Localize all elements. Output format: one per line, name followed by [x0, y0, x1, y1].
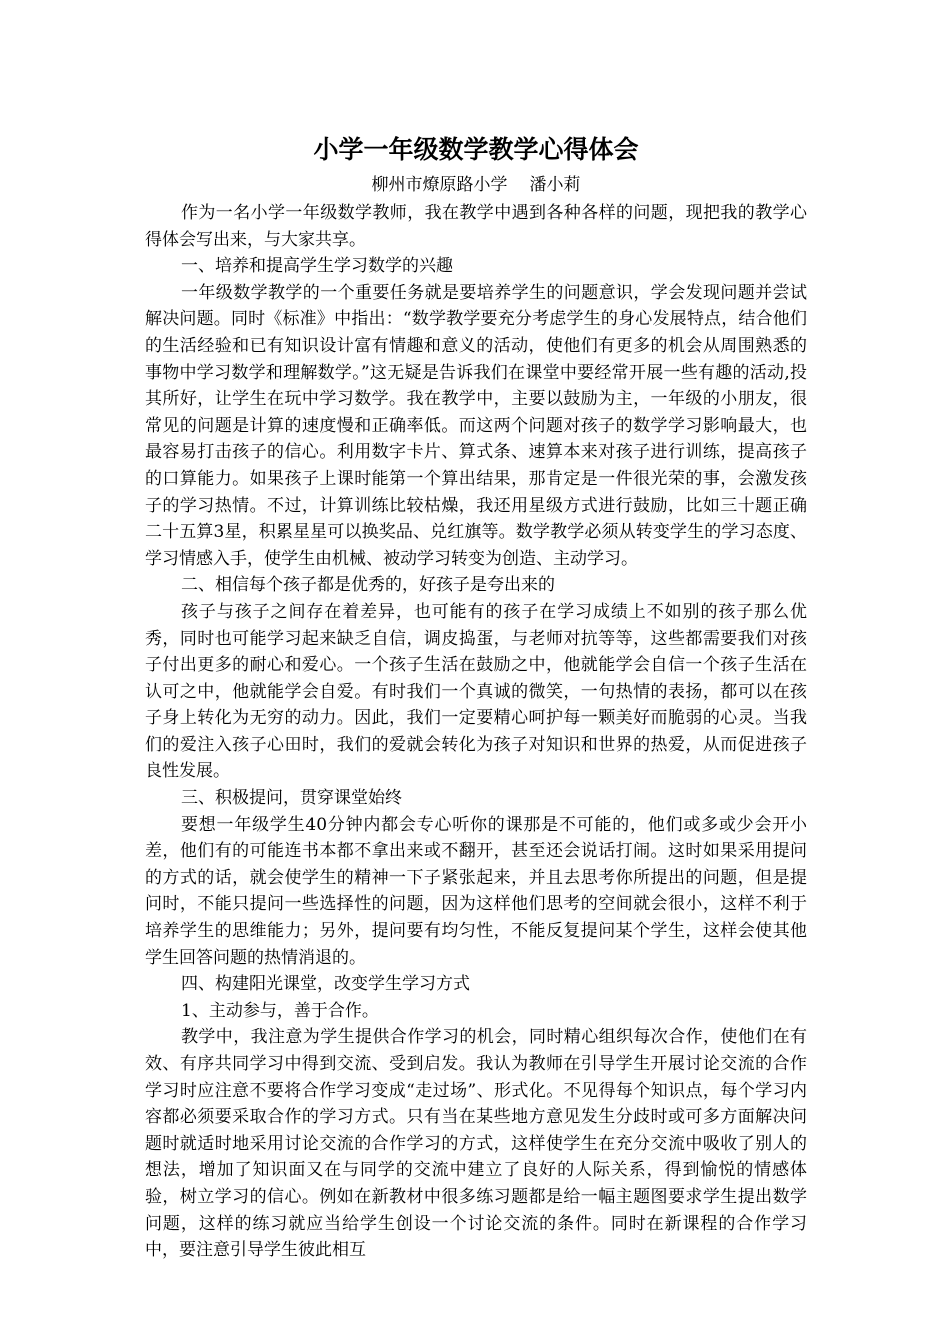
body-paragraph: 一年级数学教学的一个重要任务就是要培养学生的问题意识，学会发现问题并尝试解决问题。同时《标准》中指出：“数学教学要充分考虑学生的身心发展特点，结合他们的生活经验和已有知识设计富有情趣和意义的活动，使他们有更多的机会从周围熟悉的事物中学习数学和理解数学。”这无疑是告诉我们在课堂中要经常开展一些有趣的活动,投其所好，让学生在玩中学习数学。我在教学中，主要以鼓励为主，一年级的小朋友，很常见的问题是计算的速度慢和正确率低。而这两个问题对孩子的数学学习影响最大，也最容易打击孩子的信心。利用数字卡片、算式条、速算本来对孩子进行训练，提高孩子的口算能力。如果孩子上课时能第一个算出结果，那肯定是一件很光荣的事，会激发孩子的学习热情。不过，计算训练比较枯燥，我还用星级方式进行鼓励，比如三十题正确二十五算3星，积累星星可以换奖品、兑红旗等。数学教学必须从转变学生的学习态度、学习情感入手，使学生由机械、被动学习转变为创造、主动学习。	[145, 282, 807, 569]
body-paragraph: 孩子与孩子之间存在着差异，也可能有的孩子在学习成绩上不如别的孩子那么优秀，同时也可能学习起来缺乏自信，调皮捣蛋，与老师对抗等等，这些都需要我们对孩子付出更多的耐心和爱心。一个孩子生活在鼓励之中，他就能学会自信一个孩子生活在认可之中，他就能学会自爱。有时我们一个真诚的微笑，一句热情的表扬，都可以在孩子身上转化为无穷的动力。因此，我们一定要精心呵护每一颗美好而脆弱的心灵。当我们的爱注入孩子心田时，我们的爱就会转化为孩子对知识和世界的热爱，从而促进孩子良性发展。	[145, 601, 807, 782]
section-heading: 三、积极提问，贯穿课堂始终	[181, 788, 402, 809]
author-name: 潘小莉	[529, 175, 581, 195]
section-heading: 1、主动参与，善于合作。	[181, 1000, 379, 1021]
school-name: 柳州市燎原路小学	[371, 175, 508, 195]
section-heading: 一、培养和提高学生学习数学的兴趣	[181, 256, 453, 277]
body-paragraph: 要想一年级学生40分钟内都会专心听你的课那是不可能的，他们或多或少会开小差，他们有的可能连书本都不拿出来或不翻开，甚至还会说话打闹。这时如果采用提问的方式的话，就会使学生的精神一下子紧张起来，并且去思考你所提出的问题，但是提问时，不能只提问一些选择性的问题，因为这样他们思考的空间就会很小，这样不利于培养学生的思维能力；另外，提问要有均匀性，不能反复提问某个学生，这样会使其他学生回答问题的热情消退的。	[145, 814, 807, 968]
section-heading: 四、构建阳光课堂，改变学生学习方式	[181, 974, 470, 995]
author-line	[145, 170, 807, 200]
document-page	[145, 130, 807, 1264]
section-heading: 二、相信每个孩子都是优秀的，好孩子是夸出来的	[181, 575, 555, 596]
document-body	[145, 200, 807, 1264]
document-title: 小学一年级数学教学心得体会	[313, 135, 639, 164]
body-paragraph: 教学中，我注意为学生提供合作学习的机会，同时精心组织每次合作，使他们在有效、有序共同学习中得到交流、受到启发。我认为教师在引导学生开展讨论交流的合作学习时应注意不要将合作学习变成“走过场”、形式化。不见得每个知识点，每个学习内容都必须要采取合作的学习方式。只有当在某些地方意见发生分歧时或可多方面解决问题时就适时地采用讨论交流的合作学习的方式，这样使学生在充分交流中吸收了别人的想法，增加了知识面又在与同学的交流中建立了良好的人际关系，得到愉悦的情感体验，树立学习的信心。例如在新教材中很多练习题都是给一幅主题图要求学生提出数学问题，这样的练习就应当给学生创设一个讨论交流的条件。同时在新课程的合作学习中，要注意引导学生彼此相互	[145, 1027, 807, 1261]
body-paragraph: 作为一名小学一年级数学教师，我在教学中遇到各种各样的问题，现把我的教学心得体会写出来，与大家共享。	[145, 203, 807, 250]
